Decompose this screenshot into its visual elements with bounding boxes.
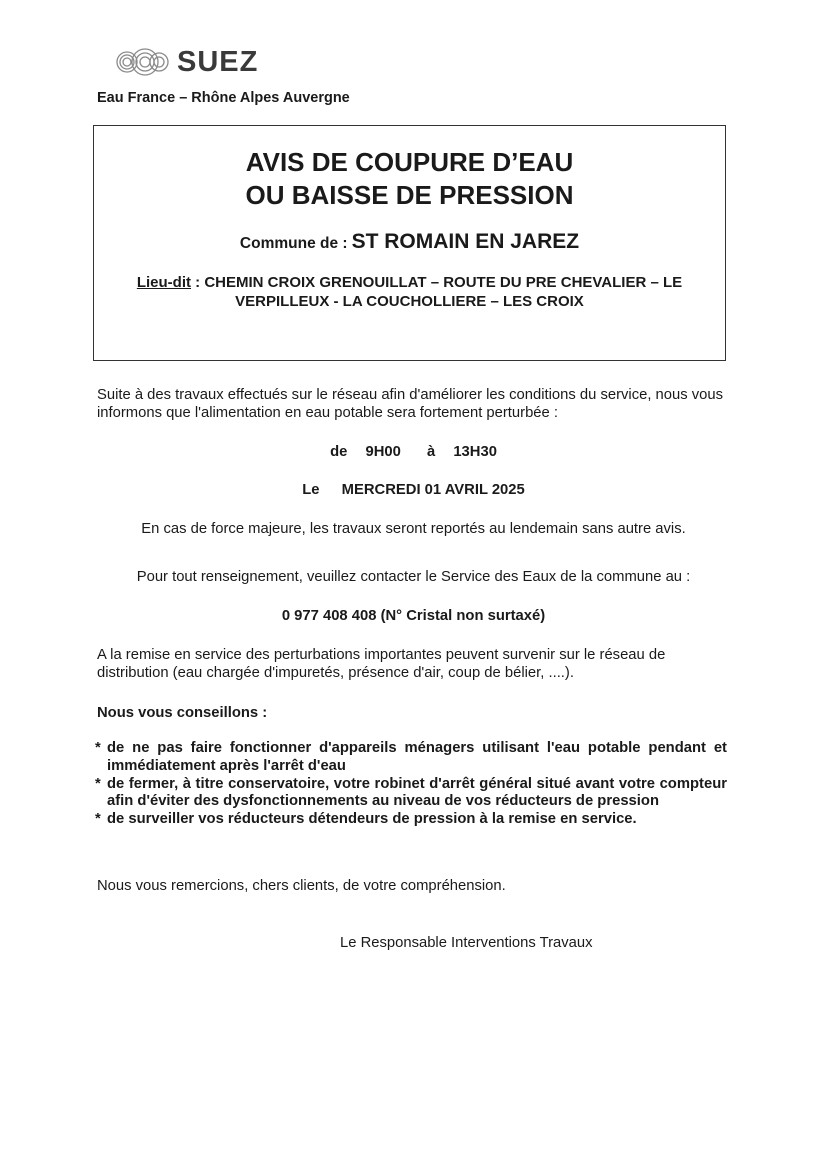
- suez-swirl-icon: [115, 46, 171, 78]
- advice-item: [95, 776, 727, 812]
- bullet-star: *: [95, 740, 101, 756]
- suez-logo: [115, 46, 258, 78]
- intro-paragraph: Suite à des travaux effectués sur le réseau afin d'améliorer les conditions du service, nous vous informons que l'alimentation en eau potable sera fortement perturbée :: [97, 387, 724, 421]
- date-label: Le: [302, 482, 320, 498]
- notice-title-line2: OU BAISSE DE PRESSION: [245, 180, 574, 210]
- advice-text: de surveiller vos réducteurs détendeurs de pression à la remise en service.: [107, 811, 637, 828]
- contact-note: Pour tout renseignement, veuillez contacter le Service des Eaux de la commune au :: [136, 569, 691, 585]
- advice-item: [95, 740, 727, 776]
- advice-list: [95, 740, 727, 829]
- commune-line: [94, 230, 725, 254]
- lieu-dit-label: Lieu-dit: [136, 274, 191, 291]
- bullet-star: *: [95, 775, 101, 792]
- force-majeure-note: En cas de force majeure, les travaux seront reportés au lendemain sans autre avis.: [141, 521, 686, 537]
- lieu-dit-value: : CHEMIN CROIX GRENOUILLAT – ROUTE DU PRE CHEVALIER – LE VERPILLEUX - LA COUCHOLLIERE – LES CROIX: [191, 274, 683, 310]
- time-range: [0, 443, 827, 461]
- time-from: 9H00: [365, 444, 401, 460]
- signature: Le Responsable Interventions Travaux: [340, 935, 593, 951]
- time-from-label: de: [330, 444, 348, 460]
- date-line: [0, 481, 827, 499]
- subsidiary-name: Eau France – Rhône Alpes Auvergne: [97, 90, 350, 106]
- commune-label: Commune de :: [239, 235, 348, 252]
- logo-text: SUEZ: [177, 45, 259, 78]
- time-to: 13H30: [453, 444, 497, 460]
- date-value: MERCREDI 01 AVRIL 2025: [341, 482, 525, 498]
- advice-text: de fermer, à titre conservatoire, votre robinet d'arrêt général situé avant votre compteur afin d'éviter des dysfonctionnements au niveau de vos réducteurs de pression: [107, 775, 727, 810]
- notice-box: [93, 125, 726, 361]
- advice-heading: Nous vous conseillons :: [97, 705, 268, 721]
- lieu-dit-line: [94, 273, 725, 311]
- bullet-star: *: [95, 811, 101, 828]
- remise-paragraph: A la remise en service des perturbations importantes peuvent survenir sur le réseau de distribution (eau chargée d'impuretés, présence d'air, coup de bélier, ....).: [97, 647, 666, 681]
- phone-number: 0 977 408 408 (N° Cristal non surtaxé): [281, 608, 546, 624]
- commune-value: ST ROMAIN EN JAREZ: [351, 230, 580, 253]
- advice-text: de ne pas faire fonctionner d'appareils ménagers utilisant l'eau potable pendant et immédiatement après l'arrêt d'eau: [107, 740, 727, 774]
- time-to-label: à: [426, 444, 436, 460]
- notice-title-line1: AVIS DE COUPURE D’EAU: [245, 147, 574, 177]
- thanks-note: Nous vous remercions, chers clients, de votre compréhension.: [97, 878, 506, 894]
- advice-item: [95, 811, 727, 829]
